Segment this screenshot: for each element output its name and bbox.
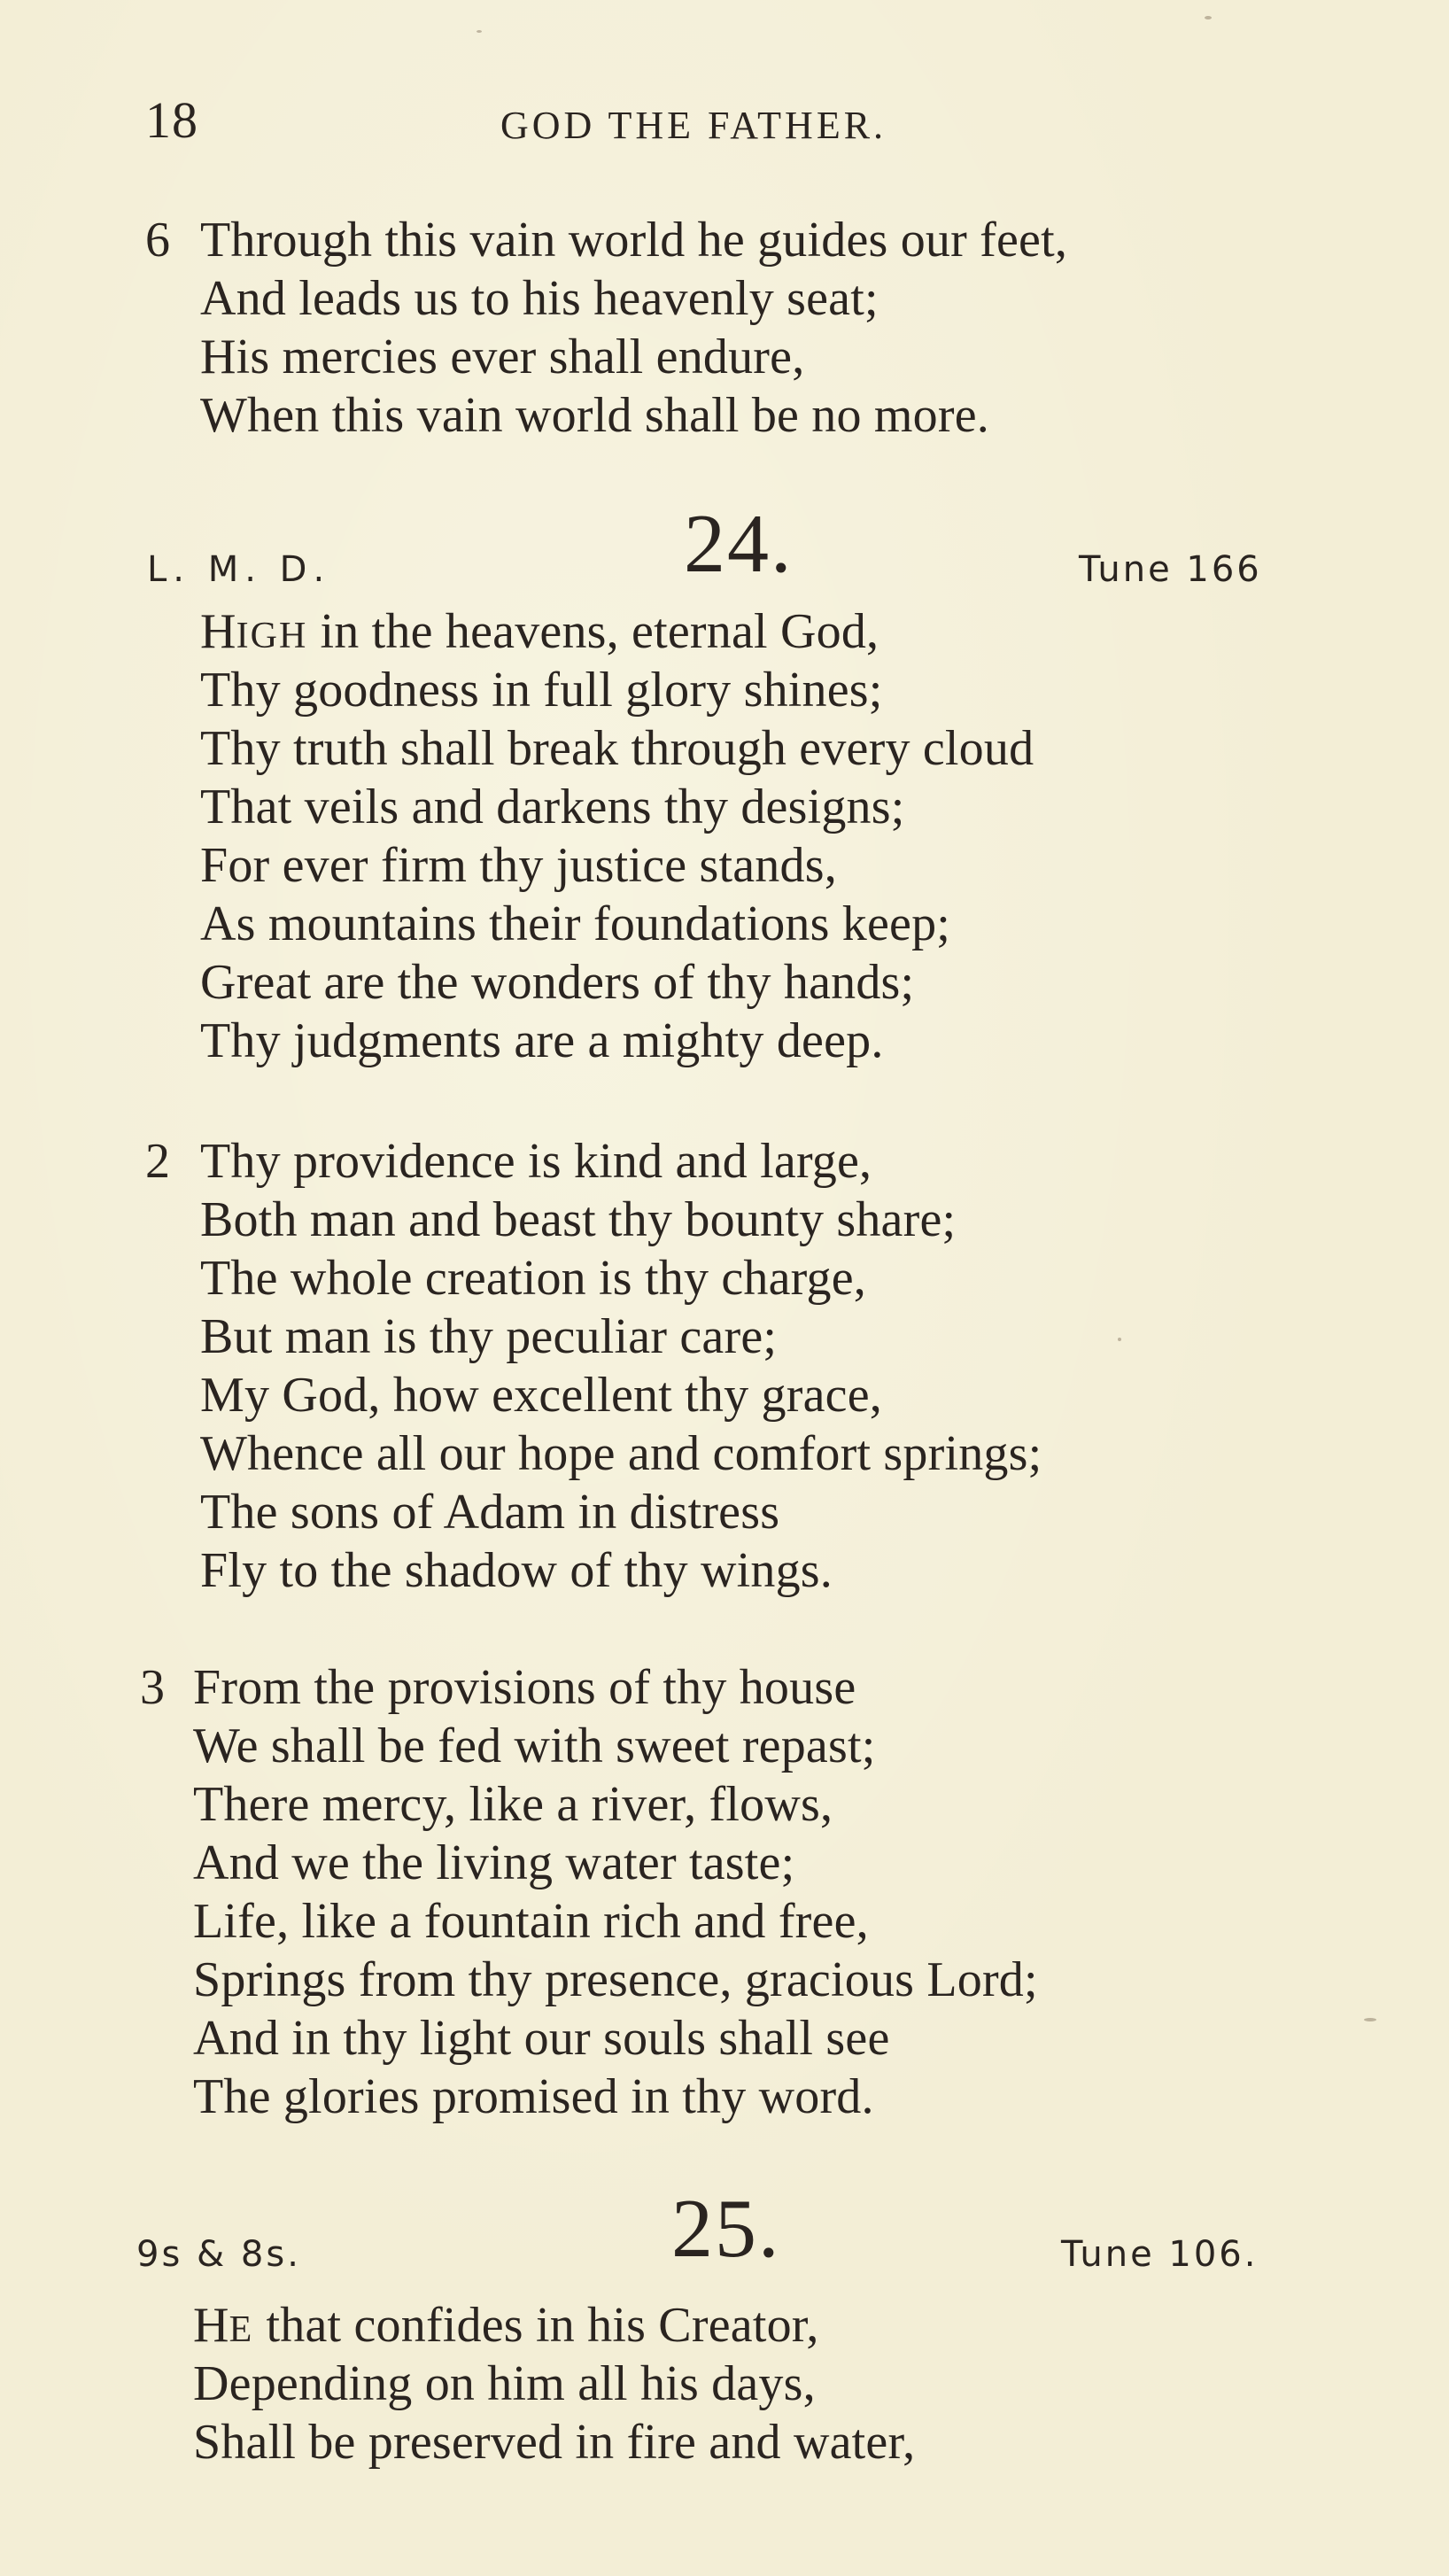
verse-line: And we the living water taste; bbox=[193, 1835, 795, 1890]
running-title: GOD THE FATHER. bbox=[500, 104, 887, 147]
tune-reference: Tune 106. bbox=[1061, 2234, 1259, 2275]
verse-line: For ever firm thy justice stands, bbox=[200, 838, 837, 893]
verse-line: The whole creation is thy charge, bbox=[200, 1251, 866, 1306]
tune-reference: Tune 166 bbox=[1079, 549, 1262, 590]
verse-line: Thy providence is kind and large, bbox=[200, 1134, 872, 1189]
verse-line: There mercy, like a river, flows, bbox=[193, 1777, 833, 1832]
initial-letter: H bbox=[193, 2298, 229, 2353]
verse-line: Thy judgments are a mighty deep. bbox=[200, 1013, 884, 1068]
line-rest: in the heavens, eternal God, bbox=[307, 604, 879, 659]
verse-line: But man is thy peculiar care; bbox=[200, 1309, 778, 1364]
smallcaps-word: E bbox=[229, 2309, 254, 2350]
verse-line: Thy truth shall break through every cloud bbox=[200, 721, 1034, 776]
verse-line: Whence all our hope and comfort springs; bbox=[200, 1426, 1042, 1481]
paper-speck bbox=[1205, 16, 1212, 19]
smallcaps-word: IGH bbox=[236, 616, 308, 656]
verse-line: My God, how excellent thy grace, bbox=[200, 1368, 882, 1423]
verse-line: Fly to the shadow of thy wings. bbox=[200, 1543, 833, 1598]
hymn-number: 25. bbox=[671, 2183, 781, 2275]
verse-line: Depending on him all his days, bbox=[193, 2356, 816, 2411]
hymn-meter: 9s & 8s. bbox=[136, 2234, 301, 2275]
stanza-number: 2 bbox=[145, 1134, 170, 1189]
verse-line: That veils and darkens thy designs; bbox=[200, 780, 905, 834]
verse-line: Great are the wonders of thy hands; bbox=[200, 955, 915, 1010]
initial-letter: H bbox=[200, 604, 236, 659]
verse-line: Shall be preserved in fire and water, bbox=[193, 2415, 916, 2470]
verse-line: Thy goodness in full glory shines; bbox=[200, 663, 883, 718]
stanza-number: 6 bbox=[145, 213, 170, 268]
verse-line: Through this vain world he guides our feet, bbox=[200, 213, 1068, 268]
paper-speck bbox=[1118, 1338, 1121, 1341]
verse-line: We shall be fed with sweet repast; bbox=[193, 1719, 876, 1773]
paper-speck bbox=[477, 30, 482, 33]
verse-line: When this vain world shall be no more. bbox=[200, 388, 989, 443]
verse-line: From the provisions of thy house bbox=[193, 1660, 856, 1715]
verse-line: The glories promised in thy word. bbox=[193, 2069, 874, 2124]
verse-line: Springs from thy presence, gracious Lord; bbox=[193, 1952, 1038, 2007]
verse-line: And in thy light our souls shall see bbox=[193, 2011, 890, 2066]
paper-speck bbox=[1364, 2018, 1376, 2021]
hymn-meter: L. M. D. bbox=[147, 549, 331, 590]
verse-line-first bbox=[200, 602, 879, 665]
verse-line: His mercies ever shall endure, bbox=[200, 330, 805, 384]
stanza-number: 3 bbox=[140, 1660, 165, 1715]
line-rest: that confides in his Creator, bbox=[253, 2298, 819, 2353]
page-number: 18 bbox=[145, 91, 198, 149]
verse-line: And leads us to his heavenly seat; bbox=[200, 271, 879, 326]
verse-line: The sons of Adam in distress bbox=[200, 1485, 780, 1540]
hymn-number: 24. bbox=[684, 498, 794, 590]
verse-line: Life, like a fountain rich and free, bbox=[193, 1894, 869, 1949]
verse-line-first bbox=[193, 2296, 819, 2359]
verse-line: As mountains their foundations keep; bbox=[200, 896, 951, 951]
verse-line: Both man and beast thy bounty share; bbox=[200, 1192, 957, 1247]
